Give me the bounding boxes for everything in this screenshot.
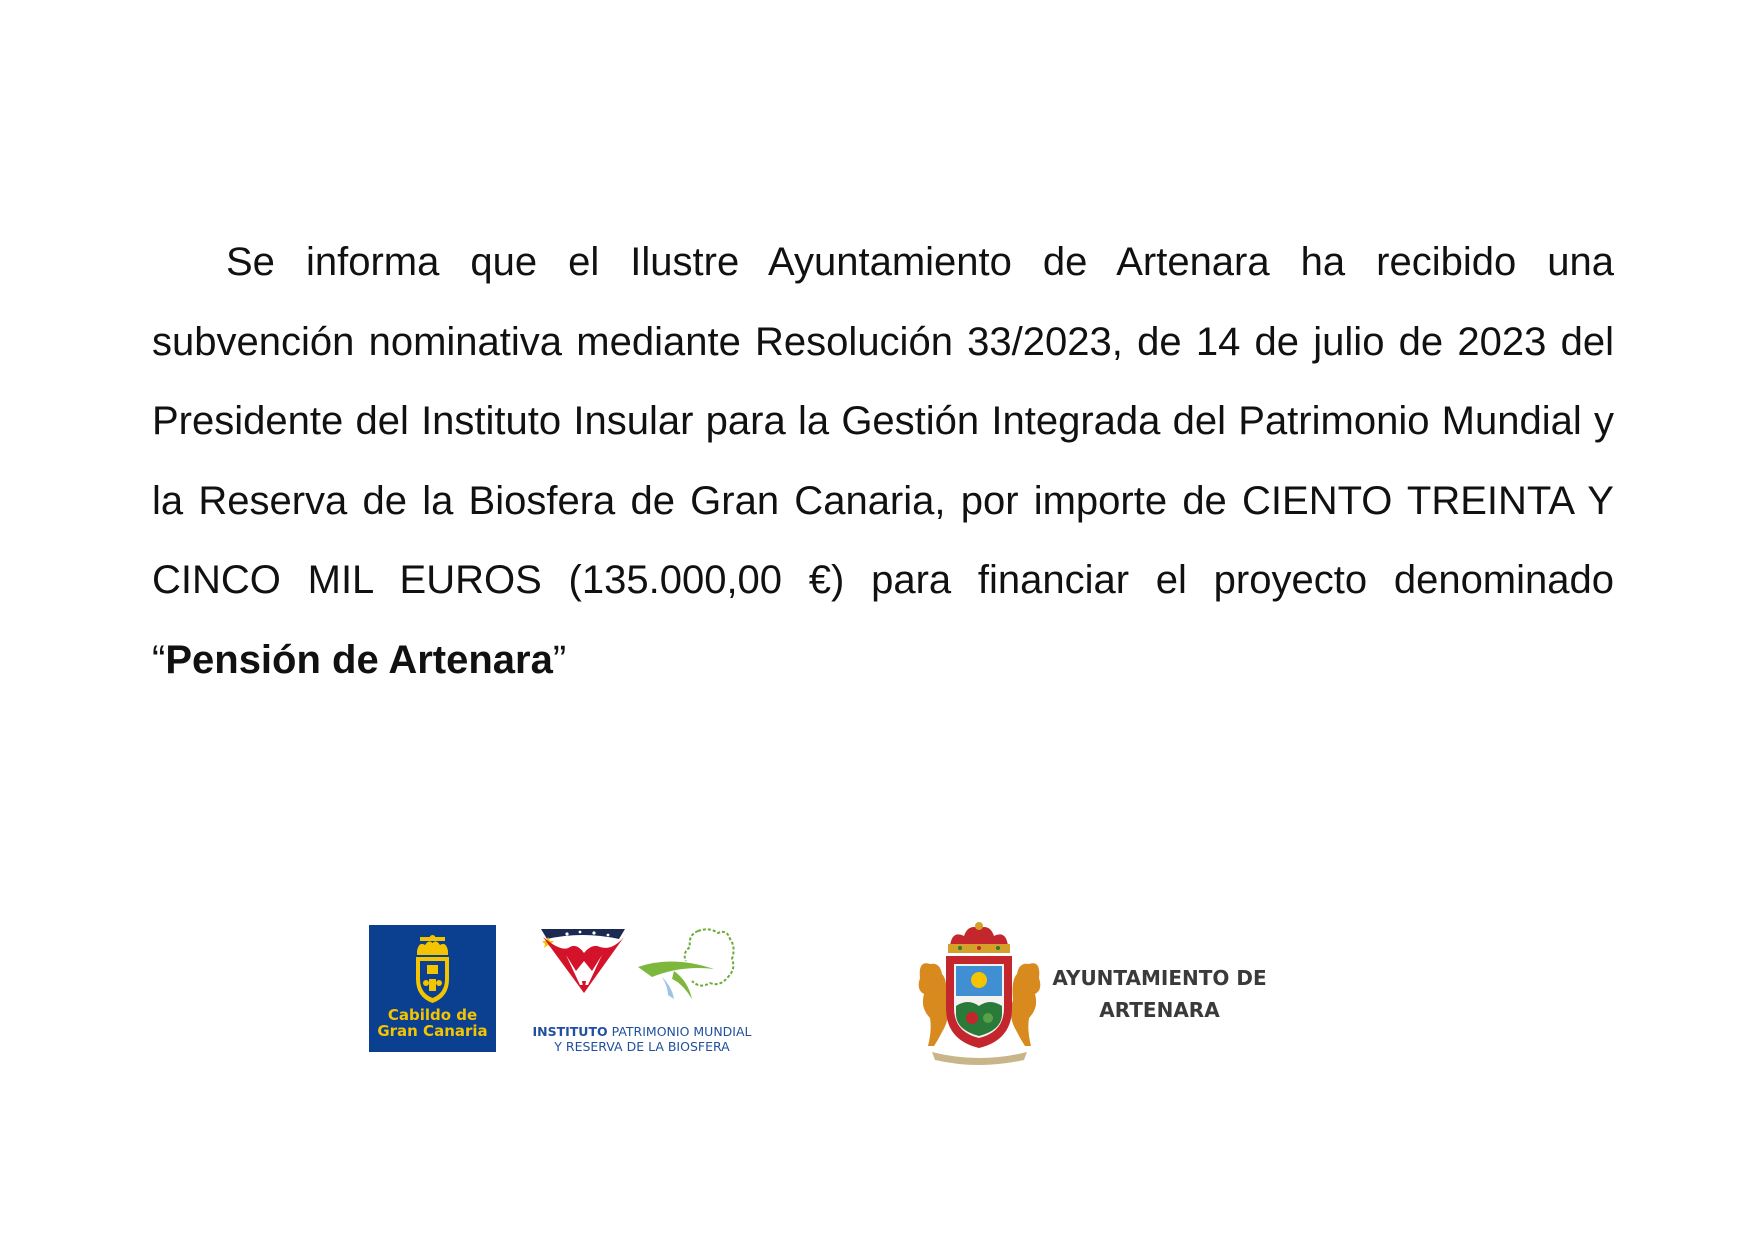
ayuntamiento-logo-line1: AYUNTAMIENTO DE [1052,966,1267,990]
notice-text: Se informa que el Ilustre Ayuntamiento de Artenara ha recibido una subvención nominativa mediante Resolución 33/2023, de 14 de julio de 2023 del Presidente del Instituto Insular para la Gestión Integrada del Patrimonio Mundial y la Reserva de la Biosfera de Gran Canaria, por importe de CIENTO TREINTA Y CINCO MIL EUROS (135.000,00 €) para financiar el proyecto denominado “ [152,240,1614,682]
instituto-logo [522,925,762,1057]
cabildo-logo-text [369,1007,496,1039]
ayuntamiento-logo-line2: ARTENARA [1099,998,1220,1022]
instituto-logo-line1 [522,1024,762,1039]
ayuntamiento-logo-text [1047,962,1272,1026]
ayuntamiento-logo [912,920,1282,1065]
mountain-island-icon [522,925,762,1025]
instituto-logo-bold: INSTITUTO [532,1024,608,1039]
cabildo-logo [369,925,496,1052]
instituto-logo-line1-rest: PATRIMONIO MUNDIAL [607,1024,752,1039]
cabildo-logo-line1: Cabildo de [387,1006,478,1024]
notice-closing-quote: ” [552,637,567,682]
project-name: Pensión de Artenara [165,637,553,682]
coat-of-arms-icon [912,920,1047,1065]
cabildo-logo-line2: Gran Canaria [377,1022,488,1040]
instituto-logo-text [522,1024,762,1054]
coat-of-arms-icon [405,935,460,1007]
notice-paragraph [152,223,1614,700]
instituto-logo-line2: Y RESERVA DE LA BIOSFERA [554,1039,730,1054]
